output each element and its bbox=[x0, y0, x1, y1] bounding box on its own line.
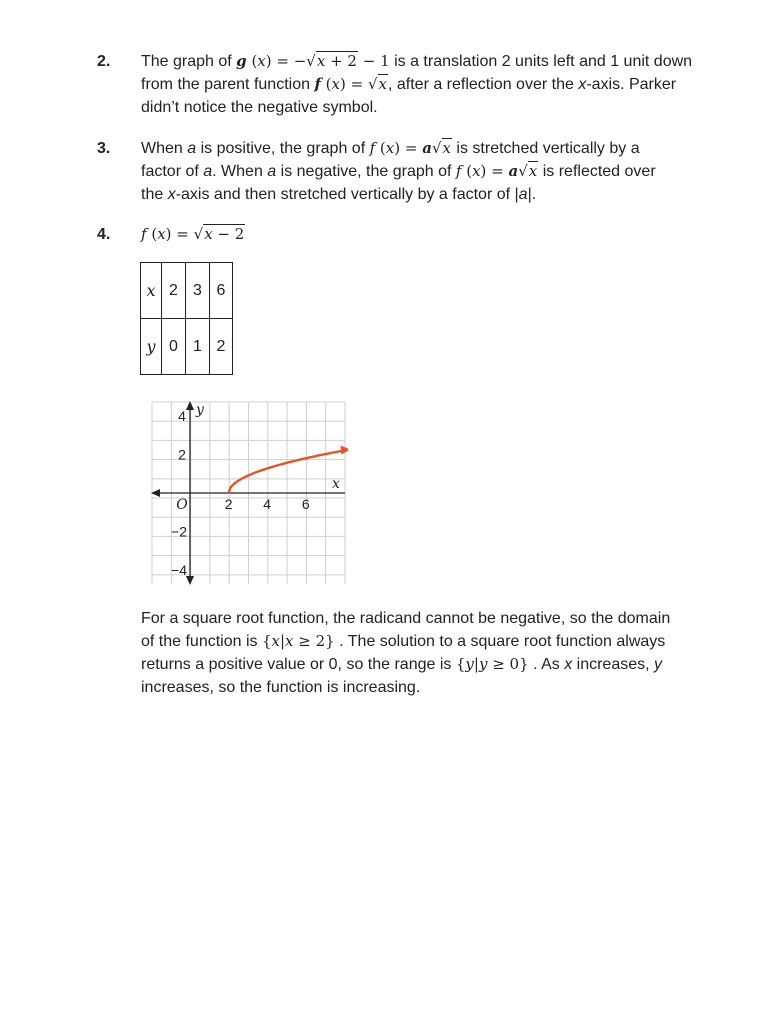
explanation-line-4: increases, so the function is increasing. bbox=[141, 679, 421, 696]
table-cell: 2 bbox=[162, 263, 186, 319]
x-tick-label: 6 bbox=[301, 496, 310, 512]
y-tick-label: 4 bbox=[178, 407, 186, 424]
table-cell: 1 bbox=[186, 319, 210, 375]
item-2-line-2: from the parent function f (x) = √x, after a reflection over the x-axis. Parker bbox=[141, 75, 677, 93]
item-number: 3. bbox=[97, 140, 111, 157]
curve-arrow bbox=[340, 445, 348, 454]
table-cell: 6 bbox=[210, 263, 233, 319]
item-3-line-1: When a is positive, the graph of f (x) = a√x is stretched vertically by a bbox=[141, 139, 640, 157]
item-2-line-3: didn’t notice the negative symbol. bbox=[141, 99, 378, 116]
item-4-function: f (x) = √x − 2 bbox=[141, 225, 245, 243]
y-tick-label: −4 bbox=[171, 562, 187, 579]
y-tick-label: 2 bbox=[178, 446, 186, 463]
table-row bbox=[141, 263, 233, 319]
item-number: 4. bbox=[97, 226, 111, 243]
y-axis-label: y bbox=[196, 402, 204, 418]
y-tick-label: −2 bbox=[171, 523, 187, 540]
y-axis-arrow-bottom bbox=[186, 576, 194, 585]
curve-sqrt-x-minus-2 bbox=[229, 451, 345, 494]
item-number: 2. bbox=[97, 53, 111, 70]
table-row bbox=[141, 319, 233, 375]
table-cell: 0 bbox=[162, 319, 186, 375]
explanation-line-1: For a square root function, the radicand cannot be negative, so the domain bbox=[141, 610, 671, 627]
explanation-line-2: of the function is {x|x ≥ 2} . The solution to a square root function always bbox=[141, 632, 666, 650]
table-cell: 2 bbox=[210, 319, 233, 375]
x-tick-label: 2 bbox=[224, 496, 233, 512]
item-2-text bbox=[141, 50, 741, 119]
explanation-line-3: returns a positive value or 0, so the range is {y|y ≥ 0} . As x increases, y bbox=[141, 655, 663, 673]
item-3-line-2: factor of a. When a is negative, the graph of f (x) = a√x is reflected over bbox=[141, 162, 656, 180]
item-2-line-1: The graph of g (x) = −√x + 2 − 1 is a translation 2 units left and 1 unit down bbox=[141, 52, 693, 70]
origin-label: O bbox=[176, 497, 188, 513]
table-cell: 3 bbox=[186, 263, 210, 319]
x-tick-label: 4 bbox=[263, 496, 272, 512]
item-3-text bbox=[141, 137, 741, 206]
table-row-label: x bbox=[141, 263, 162, 319]
xy-table bbox=[140, 262, 233, 375]
explanation-paragraph bbox=[141, 607, 741, 699]
square-root-graph bbox=[148, 398, 348, 586]
x-axis-label: x bbox=[332, 476, 340, 492]
item-3-line-3: the x-axis and then stretched vertically by a factor of |a|. bbox=[141, 186, 537, 203]
table-row-label: y bbox=[141, 319, 162, 375]
